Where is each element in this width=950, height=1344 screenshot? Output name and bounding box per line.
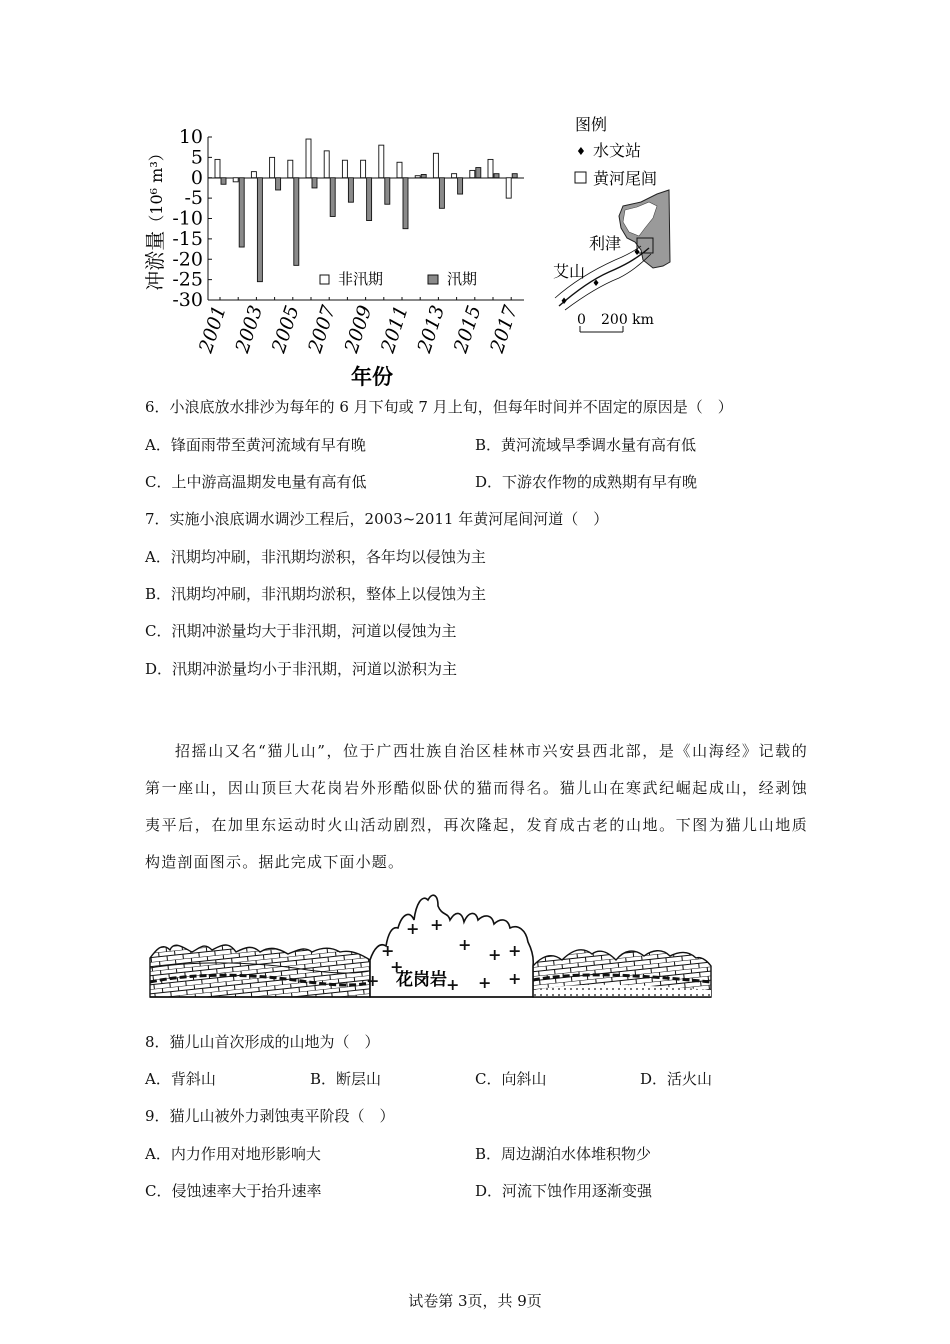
station-aishan-label: 艾山 [553,262,586,281]
question-7-option-d[interactable]: D．汛期冲淤量均小于非汛期，河道以淤积为主 [145,660,458,678]
location-map [545,110,685,340]
y-tick-label: -20 [172,248,203,271]
bar-nonflood [488,159,493,177]
map-legend-station-label: 水文站 [593,141,642,160]
bar-flood [330,178,335,217]
svg-text:+: + [478,973,492,992]
bar-flood [367,178,372,221]
question-9-option-c[interactable]: C．侵蚀速率大于抬升速率 [145,1182,322,1200]
y-tick-label: -10 [172,207,203,230]
bar-flood [494,174,499,178]
question-8-option-c[interactable]: C．向斜山 [475,1070,547,1088]
bar-nonflood [215,159,220,177]
map-legend-station-symbol: ♦ [576,145,586,158]
bar-nonflood [452,174,457,178]
question-9-stem: 9．猫儿山被外力剥蚀夷平阶段（ ） [145,1107,395,1125]
station-lijin-label: 利津 [589,234,622,253]
svg-text:+: + [390,957,404,976]
map-legend-tail-label: 黄河尾闾 [593,169,658,188]
page-footer: 试卷第 3页，共 9页 [408,1292,542,1310]
x-tick-label: 2001 [194,302,231,356]
bar-nonflood [342,160,347,178]
left-strata [150,945,370,997]
scale-bar-label: 200 km [601,312,654,328]
question-9-option-d[interactable]: D．河流下蚀作用逐渐变强 [475,1182,653,1200]
x-tick-label: 2005 [267,302,304,356]
bar-flood [239,178,244,247]
bar-nonflood [270,157,275,177]
question-6-option-d[interactable]: D．下游农作物的成熟期有早有晚 [475,473,698,491]
bar-nonflood [251,172,256,178]
bar-flood [257,178,262,282]
granite-label: 花岗岩 [396,970,447,990]
y-tick-label: -30 [172,289,203,311]
bar-nonflood [379,145,384,178]
bar-nonflood [470,170,475,177]
legend-nonflood-swatch [320,275,329,284]
map-legend-title: 图例 [575,115,608,134]
bar-flood [385,178,390,204]
x-axis-label: 年份 [351,364,393,389]
question-7-option-a[interactable]: A．汛期均冲刷，非汛期均淤积，各年均以侵蚀为主 [145,548,486,566]
question-6-stem: 6．小浪底放水排沙为每年的 6 月下旬或 7 月上旬，但每年时间并不固定的原因是（ ） [145,398,733,416]
bar-flood [221,178,226,185]
chart-legend [320,270,477,288]
bar-flood [512,174,517,178]
x-tick-label: 2013 [413,302,450,356]
question-8-stem: 8．猫儿山首次形成的山地为（ ） [145,1033,380,1051]
bar-flood [476,168,481,178]
map-legend-tail-box [575,172,586,183]
bar-flood [294,178,299,266]
bar-nonflood [324,151,329,178]
bar-flood [276,178,281,190]
question-9-option-a[interactable]: A．内力作用对地形影响大 [145,1145,321,1163]
bar-nonflood [415,176,420,178]
bar-nonflood [433,153,438,177]
legend-flood-label: 汛期 [447,270,478,288]
bar-flood [348,178,353,202]
svg-text:+: + [430,915,444,934]
y-tick-label: 0 [190,166,203,189]
svg-text:+: + [446,975,460,994]
bar-flood [403,178,408,229]
legend-flood-swatch [428,275,438,284]
question-8-option-a[interactable]: A．背斜山 [145,1070,216,1088]
question-9-option-b[interactable]: B．周边湖泊水体堆积物少 [475,1145,652,1163]
y-axis-label: 冲淤量（10⁶ m³） [143,145,167,291]
svg-text:+: + [508,969,522,988]
bar-nonflood [233,178,238,182]
bar-flood [312,178,317,188]
x-tick-label: 2007 [304,302,340,356]
svg-text:+: + [406,919,420,938]
bohai-sea-shape [619,190,670,268]
bar-nonflood [361,160,366,178]
y-tick-label: 5 [190,146,203,169]
svg-text:+: + [381,941,395,960]
question-8-option-d[interactable]: D．活火山 [640,1070,713,1088]
station-secondary-marker: ♦ [592,279,601,289]
svg-text:+: + [508,941,522,960]
question-8-option-b[interactable]: B．断层山 [310,1070,382,1088]
bar-flood [458,178,463,194]
bar-flood [439,178,444,209]
y-tick-label: -25 [172,268,203,291]
bar-nonflood [397,162,402,177]
bar-nonflood [288,160,293,178]
sediment-chart [140,120,540,390]
y-tick-label: -5 [184,187,203,210]
question-7-option-c[interactable]: C．汛期冲淤量均大于非汛期，河道以侵蚀为主 [145,622,457,640]
x-tick-label: 2009 [340,302,377,356]
x-tick-label: 2003 [231,302,268,356]
svg-text:+: + [488,945,502,964]
scale-bar-zero: 0 [577,312,586,328]
question-6-option-c[interactable]: C．上中游高温期发电量有高有低 [145,473,367,491]
bar-nonflood [506,178,511,198]
bar-flood [421,174,426,177]
svg-text:+: + [366,971,380,990]
station-lijin-marker: ♦ [633,248,642,258]
question-7-option-b[interactable]: B．汛期均冲刷，非汛期均淤积，整体上以侵蚀为主 [145,585,487,603]
passage-maoershan: 招摇山又名“猫儿山”，位于广西壮族自治区桂林市兴安县西北部，是《山海经》记载的第一座山，因山顶巨大花岗岩外形酷似卧伏的猫而得名。猫儿山在寒武纪崛起成山，经剥蚀夷平后，在加里东运动时火山活动剧烈，再次隆起，发育成古老的山地。下图为猫儿山地质构造剖面图示。据此完成下面小题。 [145,742,808,871]
y-tick-label: -15 [172,227,203,250]
y-tick-label: 10 [178,126,203,148]
legend-nonflood-label: 非汛期 [338,270,384,288]
station-aishan-marker: ♦ [560,297,569,307]
x-tick-label: 2017 [486,302,522,356]
question-6-option-a[interactable]: A．锋面雨带至黄河流域有早有晚 [145,436,366,454]
x-tick-label: 2011 [376,302,413,356]
question-7-stem: 7．实施小浪底调水调沙工程后，2003~2011 年黄河尾间河道（ ） [145,510,609,528]
x-tick-label: 2015 [449,302,486,356]
geologic-cross-section [148,890,713,1002]
svg-text:+: + [458,935,472,954]
bar-nonflood [306,139,311,178]
question-6-option-b[interactable]: B．黄河流域旱季调水量有高有低 [475,436,697,454]
